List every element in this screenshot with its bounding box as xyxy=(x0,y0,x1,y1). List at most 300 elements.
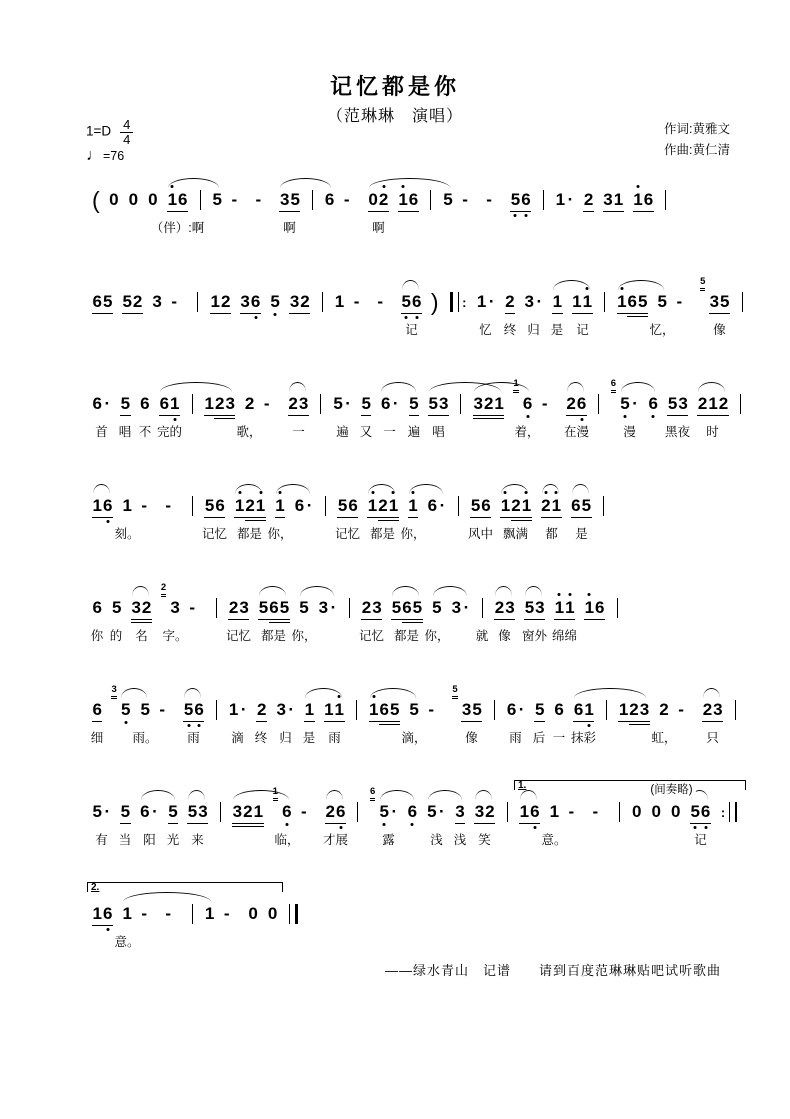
beam-underline xyxy=(638,316,648,317)
notes-row xyxy=(92,372,754,439)
note-group xyxy=(573,700,594,719)
dash-sustain: - xyxy=(353,292,360,311)
note-digit: 5 xyxy=(111,598,122,617)
note-digit: 5 xyxy=(120,394,130,413)
barline-stroke xyxy=(357,802,358,822)
note-group xyxy=(549,802,559,821)
note-group xyxy=(248,904,258,923)
beam-underline xyxy=(334,721,344,722)
note-group xyxy=(159,394,180,413)
barline xyxy=(479,598,485,618)
beam-underline xyxy=(269,622,279,623)
beam-underline xyxy=(718,415,728,416)
note-digit: 6 xyxy=(348,496,358,515)
slur-arc xyxy=(233,790,289,800)
note-digit: 1 xyxy=(234,496,244,515)
note-digit: 5 xyxy=(443,190,453,209)
beam-underline xyxy=(613,211,623,212)
lyric: 遍 xyxy=(407,425,421,439)
slur-arc xyxy=(168,178,219,188)
slur-arc xyxy=(567,382,584,392)
beam-underline xyxy=(255,517,265,518)
note-digit: 6 xyxy=(571,496,581,515)
note-group xyxy=(473,394,504,413)
note-digit: 1 xyxy=(253,802,263,821)
note-group xyxy=(92,904,113,923)
note-digit: 5 xyxy=(409,700,419,719)
beam-underline xyxy=(639,724,649,725)
note-group xyxy=(228,700,247,719)
barline-stroke xyxy=(606,700,607,720)
beam-underline xyxy=(132,313,142,314)
note-digit: 1 xyxy=(367,496,377,515)
lyric: 才展 xyxy=(322,833,349,847)
dash-sustain: - xyxy=(189,598,196,617)
beam-underline xyxy=(473,418,483,419)
beam-underline xyxy=(530,823,540,824)
beam-underline xyxy=(102,517,112,518)
beam-underline xyxy=(511,520,521,521)
beam-underline xyxy=(194,721,204,722)
lyric: 雨 xyxy=(328,731,341,745)
note-group xyxy=(334,292,344,311)
barline-stroke xyxy=(322,292,323,312)
music-line xyxy=(92,474,754,576)
note-digit: 3 xyxy=(678,394,688,413)
note-group xyxy=(603,190,624,209)
barline xyxy=(355,802,361,822)
rhythm-dot: · xyxy=(240,700,247,719)
note-digit: 5 xyxy=(290,190,300,209)
beam-underline xyxy=(367,517,377,518)
beam-underline xyxy=(198,823,208,824)
beam-underline xyxy=(336,823,346,824)
note-digit: 5 xyxy=(333,394,343,413)
beam-underline xyxy=(402,622,412,623)
octave-dot-high xyxy=(636,185,639,188)
octave-dot-low xyxy=(254,316,257,319)
dash-sustain: - xyxy=(165,904,172,923)
beam-underline xyxy=(627,316,637,317)
beam-underline xyxy=(288,415,298,416)
beam-underline xyxy=(215,517,225,518)
volta-bracket xyxy=(87,882,283,892)
rhythm-dot: · xyxy=(152,802,158,821)
octave-dot-low xyxy=(624,415,627,418)
dash-sustain: - xyxy=(141,904,148,923)
beam-underline xyxy=(521,211,531,212)
beam-underline xyxy=(178,211,188,212)
beam-underline xyxy=(474,823,484,824)
volta-bracket xyxy=(514,780,746,790)
lyric: 就 xyxy=(475,629,489,643)
note-digit: 0 xyxy=(148,190,158,209)
slur-arc xyxy=(495,586,512,596)
beam-underline xyxy=(245,517,255,518)
rhythm-dot: · xyxy=(632,394,638,413)
interlude-note: (间奏略) xyxy=(647,781,695,797)
note-group xyxy=(272,786,292,821)
beam-underline xyxy=(510,211,520,212)
note-digit: 6 xyxy=(576,394,586,413)
note-group xyxy=(427,496,446,515)
note-group xyxy=(398,190,419,209)
octave-dot-low xyxy=(187,724,190,727)
lyric: 临， xyxy=(274,833,300,847)
note-digit: 2 xyxy=(141,598,151,617)
octave-dot-low xyxy=(526,415,529,418)
note-digit: 3 xyxy=(276,700,286,719)
note-digit: 5 xyxy=(667,394,677,413)
note-group xyxy=(140,394,150,413)
barline-stroke xyxy=(458,292,459,312)
note-group xyxy=(212,190,222,209)
dash-sustain: - xyxy=(159,700,166,719)
music-line xyxy=(92,678,754,780)
barline xyxy=(319,292,325,312)
barline-stroke xyxy=(617,598,618,618)
volta-label: 2. xyxy=(91,882,100,893)
note-digit: 6 xyxy=(269,598,279,617)
slur-arc xyxy=(409,484,443,494)
barline xyxy=(309,190,315,210)
grace-note: 1 xyxy=(272,786,278,797)
note-digit: 5 xyxy=(140,700,150,719)
note-digit: 3 xyxy=(713,700,723,719)
note-group xyxy=(657,292,667,311)
note-digit: 0 xyxy=(128,190,139,209)
note-digit: 5 xyxy=(299,598,309,617)
dash-sustain: - xyxy=(678,700,684,719)
note-digit: 1 xyxy=(618,700,628,719)
lyric: 的 xyxy=(109,629,123,643)
lyric: 字。 xyxy=(162,629,188,643)
slur-arc xyxy=(369,178,450,188)
beam-underline xyxy=(298,415,308,416)
beam-underline xyxy=(576,415,586,416)
barline-stroke xyxy=(735,700,736,720)
beam-underline xyxy=(627,313,637,314)
note-digit: 5 xyxy=(638,292,648,311)
note-group xyxy=(583,190,593,209)
note-digit: 6 xyxy=(92,700,102,719)
beam-underline xyxy=(102,925,112,926)
time-signature xyxy=(120,118,133,146)
lyric: 漫 xyxy=(623,425,636,439)
beam-underline xyxy=(485,823,495,824)
slur-arc xyxy=(525,586,542,596)
dash-sustain: - xyxy=(141,496,148,515)
note-digit: 1 xyxy=(617,292,627,311)
slur-arc xyxy=(520,790,537,800)
octave-dot-low xyxy=(588,724,591,727)
octave-dot-low xyxy=(173,418,176,421)
note-digit: 3 xyxy=(289,292,299,311)
note-digit: 3 xyxy=(232,802,242,821)
barline xyxy=(322,496,328,516)
note-digit: 3 xyxy=(603,190,613,209)
slur-arc xyxy=(553,280,590,290)
note-group xyxy=(572,292,593,311)
notes-row xyxy=(91,882,754,949)
lyric: 终 xyxy=(503,323,517,337)
lyric: 记 xyxy=(576,323,589,337)
parenthesis: ) xyxy=(430,289,439,315)
notes-row xyxy=(90,678,754,745)
beam-underline xyxy=(697,415,707,416)
lyric: 都是 xyxy=(236,527,263,541)
lyric: 完的 xyxy=(156,425,183,439)
lyric: 黑夜 xyxy=(664,425,691,439)
beam-underline xyxy=(535,619,545,620)
beam-underline xyxy=(505,619,515,620)
barline-stroke xyxy=(603,496,604,516)
note-digit: 3 xyxy=(505,598,515,617)
beam-underline xyxy=(541,517,551,518)
note-digit: 6 xyxy=(140,394,150,413)
dash-sustain: - xyxy=(462,190,468,209)
composer-credit: 作曲:黄仁清 xyxy=(664,143,730,158)
lyric: 像 xyxy=(713,323,726,337)
lyric: 都 xyxy=(545,527,558,541)
note-digit: 6 xyxy=(178,190,188,209)
notes-row xyxy=(90,576,754,643)
beam-underline xyxy=(551,517,561,518)
barline-stroke xyxy=(295,904,298,924)
beam-underline xyxy=(379,724,389,725)
slur-arc xyxy=(392,586,419,596)
dash-sustain: - xyxy=(171,292,178,311)
rhythm-dot: · xyxy=(518,700,525,719)
note-digit: 3 xyxy=(239,598,249,617)
note-group xyxy=(470,496,491,515)
note-group xyxy=(519,802,540,821)
slur-arc xyxy=(121,688,147,698)
note-group xyxy=(427,802,446,821)
note-digit: 5 xyxy=(337,496,347,515)
beam-underline xyxy=(324,721,334,722)
beam-underline xyxy=(378,517,388,518)
barline-stroke xyxy=(320,394,321,414)
lyric: 意。 xyxy=(114,935,140,949)
beam-underline xyxy=(92,925,102,926)
beam-underline xyxy=(713,721,723,722)
note-digit: 1 xyxy=(170,394,180,413)
note-group xyxy=(554,598,575,617)
note-digit: 5 xyxy=(391,598,401,617)
note-group xyxy=(369,786,398,821)
slur-arc xyxy=(305,688,342,698)
barline xyxy=(663,190,669,210)
note-digit: 6 xyxy=(194,700,204,719)
note-group xyxy=(270,292,280,311)
barline xyxy=(601,496,607,516)
note-group xyxy=(122,292,143,311)
barline xyxy=(428,190,434,210)
lyric: 抹彩 xyxy=(570,731,597,745)
beam-underline xyxy=(337,517,347,518)
beam-underline xyxy=(629,724,639,725)
note-digit: 5 xyxy=(168,802,178,821)
note-group xyxy=(617,292,648,311)
note-group xyxy=(702,700,723,719)
octave-dot-high xyxy=(558,593,561,596)
beam-underline xyxy=(411,313,421,314)
footer-credit: ——绿水青山 记谱 请到百度范琳琳贴吧试听歌曲 xyxy=(385,963,722,978)
note-group xyxy=(204,904,214,923)
beam-underline xyxy=(639,721,649,722)
lyric: 阳 xyxy=(143,833,156,847)
note-digit: 1 xyxy=(324,700,334,719)
beam-underline xyxy=(228,619,238,620)
barline-stroke xyxy=(216,700,217,720)
lyric: 雨 xyxy=(509,731,522,745)
note-digit: 5 xyxy=(470,496,480,515)
barline xyxy=(540,190,546,210)
note-group xyxy=(325,802,346,821)
beam-underline xyxy=(304,721,314,722)
note-digit: 2 xyxy=(256,700,266,719)
dash-sustain: - xyxy=(343,190,350,209)
rhythm-dot: · xyxy=(392,394,399,413)
lyric: （伴）:啊 xyxy=(150,221,205,235)
lyric: 时 xyxy=(706,425,719,439)
note-digit: 1 xyxy=(210,292,220,311)
note-digit: 2 xyxy=(702,700,712,719)
beam-underline xyxy=(470,517,480,518)
beam-underline xyxy=(709,313,719,314)
slur-arc xyxy=(370,688,416,698)
note-digit: 1 xyxy=(633,190,643,209)
beam-underline xyxy=(439,415,449,416)
slur-arc xyxy=(618,280,664,290)
lyric: 记 xyxy=(405,323,418,337)
note-digit: 6 xyxy=(294,496,305,515)
beam-underline xyxy=(408,211,418,212)
barline xyxy=(458,394,464,414)
note-digit: 2 xyxy=(378,190,388,209)
lyric: 唱 xyxy=(432,425,445,439)
lyric: 唱 xyxy=(118,425,132,439)
octave-dot-low xyxy=(524,214,527,217)
note-digit: 3 xyxy=(474,802,484,821)
note-group xyxy=(648,394,658,413)
note-digit: 2 xyxy=(245,496,255,515)
lyric: 着， xyxy=(514,425,540,439)
lyric: 雨。 xyxy=(132,731,158,745)
note-group xyxy=(92,598,102,617)
beam-underline xyxy=(511,517,521,518)
beam-underline xyxy=(131,622,141,623)
note-group xyxy=(409,700,419,719)
beam-underline xyxy=(638,313,648,314)
note-group xyxy=(552,292,562,311)
beam-underline xyxy=(255,520,265,521)
repeat-dots: : xyxy=(462,294,467,310)
dash-sustain: - xyxy=(541,394,548,413)
note-group xyxy=(318,598,337,617)
beam-underline xyxy=(581,517,591,518)
lyric: 歌， xyxy=(236,425,262,439)
note-digit: 6 xyxy=(140,802,150,821)
note-digit: 6 xyxy=(102,496,112,515)
lyric: 不 xyxy=(138,425,152,439)
slur-arc xyxy=(380,790,414,800)
lyric: 记忆 xyxy=(334,527,361,541)
beam-underline xyxy=(633,211,643,212)
beam-underline xyxy=(214,418,224,419)
score xyxy=(0,168,790,984)
grace-note: 5 xyxy=(452,684,458,695)
note-group xyxy=(210,292,231,311)
beam-underline xyxy=(428,415,438,416)
octave-dot-low xyxy=(339,826,342,829)
note-digit: 3 xyxy=(524,292,534,311)
note-digit: 3 xyxy=(240,292,250,311)
lyric: 终 xyxy=(254,731,268,745)
notes-row xyxy=(92,474,754,541)
rhythm-dot: · xyxy=(330,598,337,617)
barline-stroke xyxy=(665,190,666,210)
beam-underline xyxy=(204,415,214,416)
note-digit: 5 xyxy=(183,700,193,719)
slur-arc xyxy=(621,382,655,392)
note-digit: 6 xyxy=(102,904,112,923)
beam-underline xyxy=(92,721,102,722)
note-digit: 6 xyxy=(627,292,637,311)
beam-underline xyxy=(388,520,398,521)
beam-underline xyxy=(275,517,285,518)
note-digit: 1 xyxy=(552,292,562,311)
barline xyxy=(603,700,609,720)
note-digit: 3 xyxy=(455,802,465,821)
notes-row xyxy=(92,780,754,847)
note-digit: 5 xyxy=(92,802,102,821)
lyric: 是 xyxy=(575,527,588,541)
beam-underline xyxy=(232,826,242,827)
barline-stroke xyxy=(197,292,198,312)
slur-arc xyxy=(542,484,559,494)
note-digit: 3 xyxy=(535,598,545,617)
beam-underline xyxy=(461,721,471,722)
note-group xyxy=(633,190,654,209)
beam-underline xyxy=(629,721,639,722)
note-digit: 3 xyxy=(279,190,289,209)
music-line xyxy=(92,168,754,270)
note-digit: 5 xyxy=(279,598,289,617)
lyric: 在漫 xyxy=(563,425,590,439)
note-group xyxy=(659,700,669,719)
octave-dot-high xyxy=(588,593,591,596)
note-group xyxy=(289,292,310,311)
note-group xyxy=(168,802,178,821)
note-digit: 2 xyxy=(697,394,707,413)
slur-arc xyxy=(475,790,492,800)
barline-stroke xyxy=(192,394,193,414)
note-group xyxy=(131,598,152,617)
lyric: 窗外 xyxy=(521,629,548,643)
note-group xyxy=(92,292,113,311)
note-digit: 2 xyxy=(243,802,253,821)
beam-underline xyxy=(378,211,388,212)
note-group xyxy=(361,598,382,617)
note-group xyxy=(408,496,418,515)
note-group xyxy=(401,292,422,311)
beam-underline xyxy=(521,520,531,521)
note-digit: 0 xyxy=(248,904,258,923)
note-digit: 1 xyxy=(122,904,132,923)
note-digit: 6 xyxy=(336,802,346,821)
